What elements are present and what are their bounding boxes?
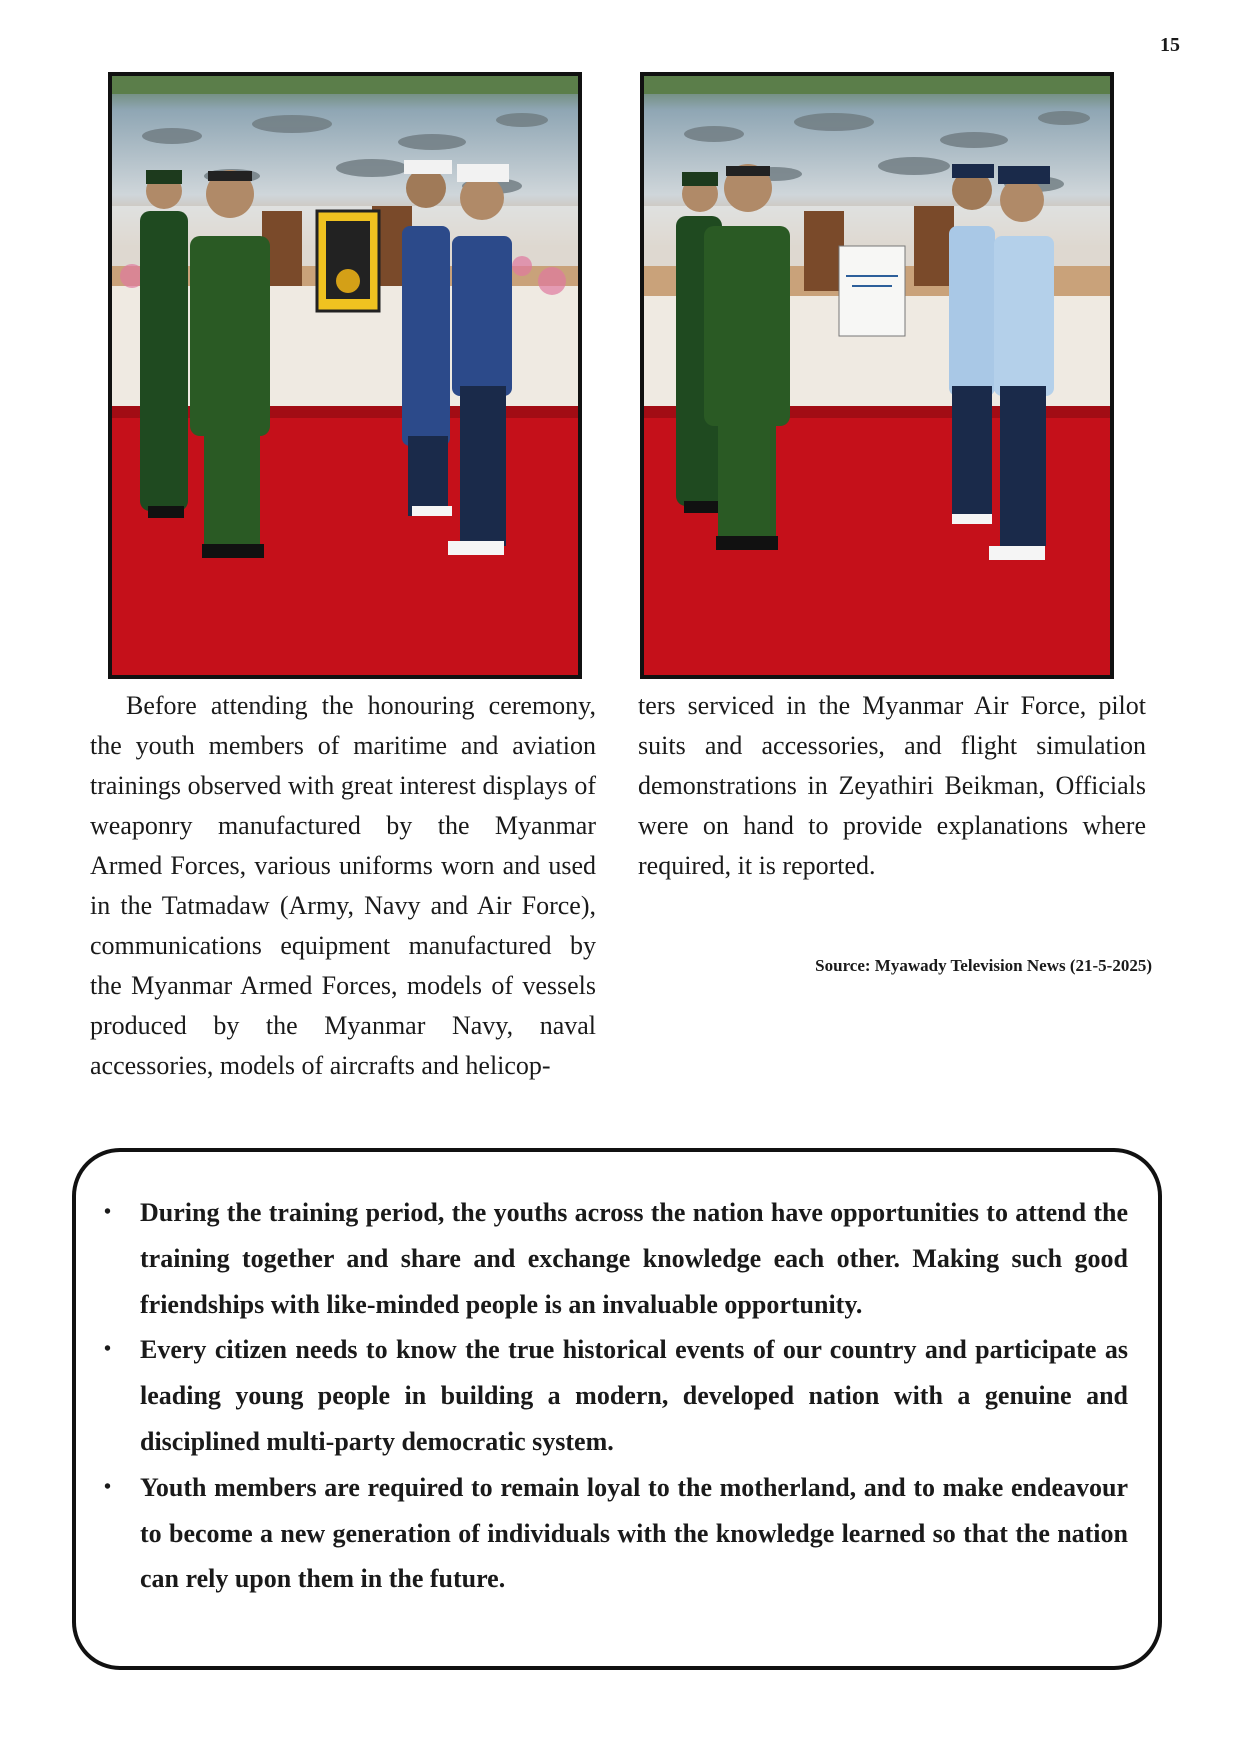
bullet-icon: • — [104, 1338, 112, 1361]
photo-certificate-presentation — [640, 72, 1114, 679]
article-left-column — [90, 686, 596, 1086]
key-points-list — [104, 1190, 1128, 1602]
key-point-text: During the training period, the youths across the nation have opportunities to attend the training together and share and exchange knowledge each other. Making such good friendships with like-minded people is an invaluable opportunity. — [140, 1198, 1128, 1319]
photo-plaque-presentation — [108, 72, 582, 679]
article-paragraph-1: Before attending the honouring ceremony, the youth members of maritime and aviation trainings observed with great interest displays of weaponry manufactured by the Myanmar Armed Forces, various uniforms worn and used in the Tatmadaw (Army, Navy and Air Force), communications equipment manufactured by the Myanmar Armed Forces, models of vessels produced by the Myanmar Navy, naval accessories, models of aircrafts and helicop- — [90, 691, 596, 1080]
bullet-icon: • — [104, 1475, 112, 1498]
key-point-text: Every citizen needs to know the true historical events of our country and participate as leading young people in building a modern, developed nation with a genuine and disciplined multi-party democratic system. — [140, 1335, 1128, 1456]
key-point-text: Youth members are required to remain loyal to the motherland, and to make endeavour to become a new generation of individuals with the knowledge learned so that the nation can rely upon them in the future. — [140, 1472, 1128, 1594]
key-point-item — [104, 1190, 1128, 1327]
key-points-box — [72, 1148, 1162, 1670]
article-paragraph-2: ters serviced in the Myanmar Air Force, pilot suits and accessories, and flight simulation demonstrations in Zeyathiri Beikman, Officials were on hand to provide explanations where required, it is reported. — [638, 691, 1146, 880]
key-point-item — [104, 1465, 1128, 1602]
certificate-presentation-image — [644, 76, 1110, 675]
page-number: 15 — [1160, 34, 1180, 56]
plaque-presentation-image — [112, 76, 578, 675]
source-citation: Source: Myawady Television News (21-5-2025) — [815, 956, 1152, 975]
key-point-item — [104, 1327, 1128, 1464]
article-right-column — [638, 686, 1146, 886]
bullet-icon: • — [104, 1201, 112, 1223]
